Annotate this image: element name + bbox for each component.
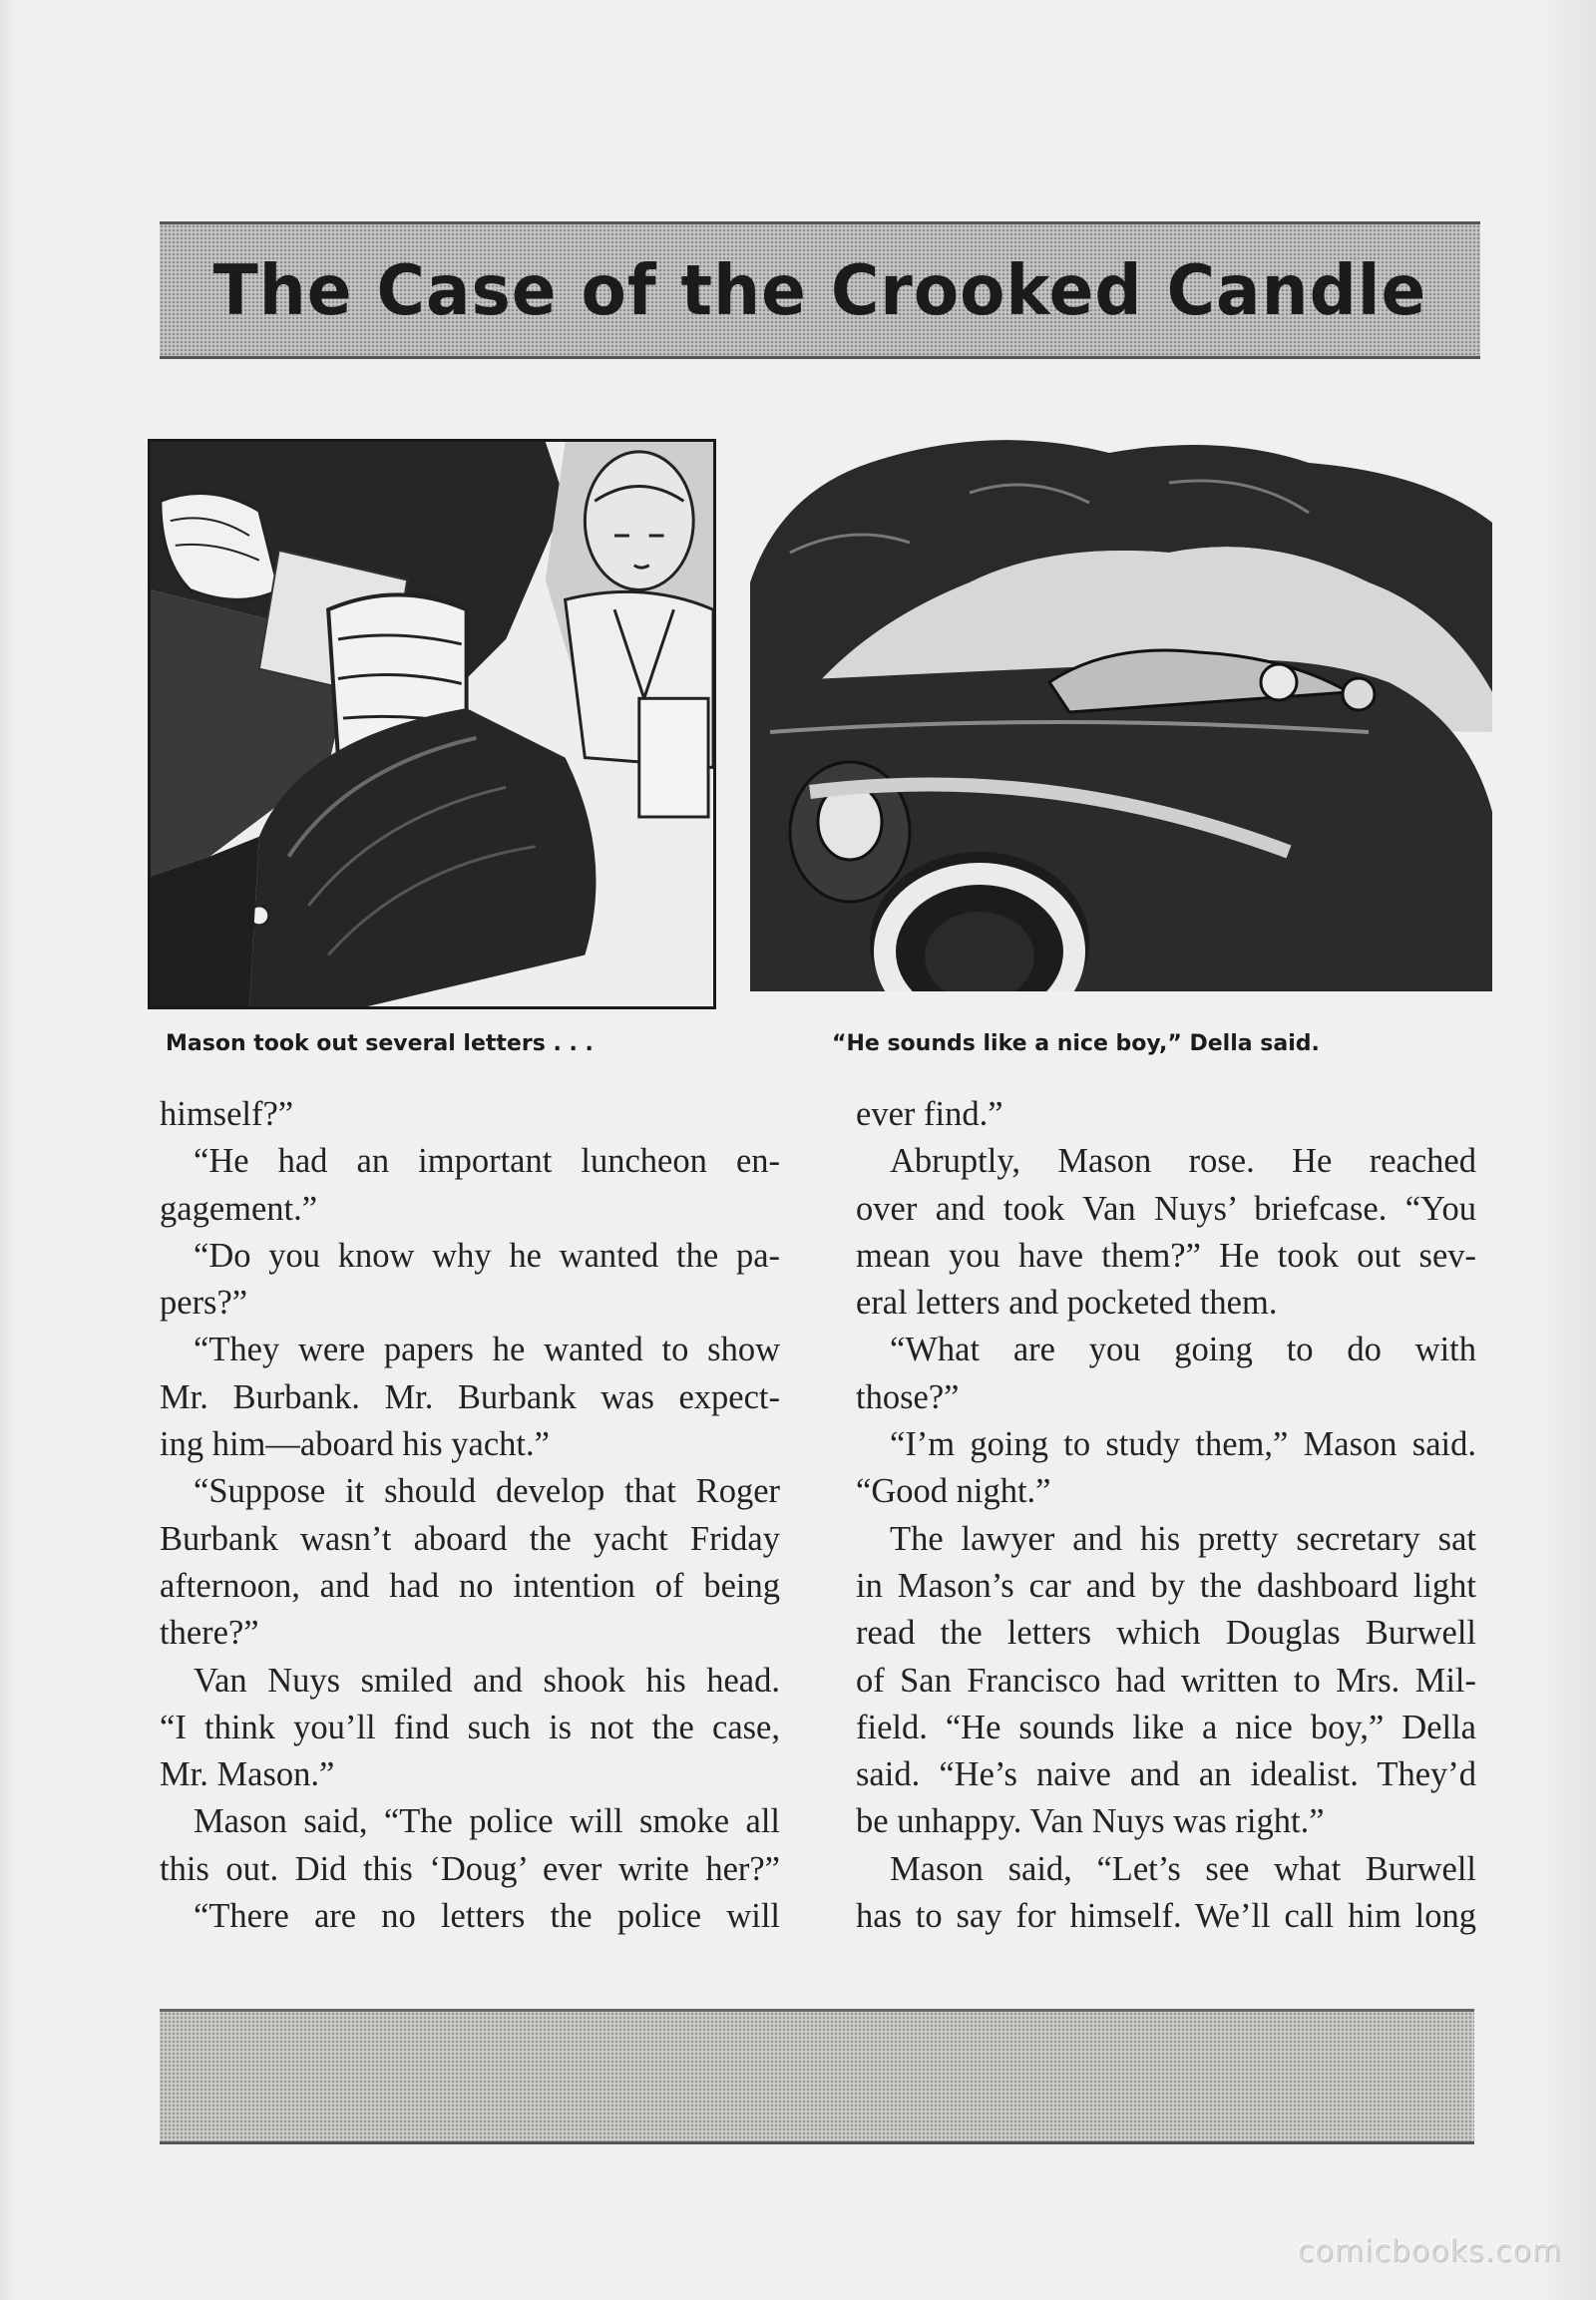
text-line: “Do you know why he wanted the pa- — [194, 1236, 780, 1275]
text-line: ing him—aboard his yacht.” — [160, 1425, 550, 1464]
text-line: Mason said, “The police will smoke all — [194, 1802, 780, 1841]
text-line: “He had an important luncheon en- — [194, 1142, 780, 1181]
text-line: “I think you’ll find such is not the case, — [160, 1708, 780, 1746]
text-line: himself?” — [160, 1095, 294, 1133]
text-line: afternoon, and had no intention of being — [160, 1566, 780, 1605]
bottom-banner — [160, 2009, 1474, 2144]
page-edge — [0, 0, 14, 2300]
page-title: The Case of the Crooked Candle — [212, 249, 1427, 331]
illustration-briefcase — [148, 439, 716, 1009]
text-line: said. “He’s naive and an idealist. They’d — [856, 1755, 1476, 1794]
text-line: pers?” — [160, 1284, 248, 1323]
caption-left: Mason took out several letters . . . — [166, 1031, 594, 1056]
text-line: “There are no letters the police will — [194, 1897, 780, 1936]
text-column-right — [856, 1091, 1476, 1940]
text-line: Burbank wasn’t aboard the yacht Friday — [160, 1519, 780, 1558]
title-banner — [160, 221, 1480, 359]
text-line: gagement.” — [160, 1189, 318, 1228]
text-line: The lawyer and his pretty secretary sat — [890, 1519, 1476, 1558]
text-line: Van Nuys smiled and shook his head. — [194, 1661, 780, 1700]
text-line: read the letters which Douglas Burwell — [856, 1614, 1476, 1653]
text-line: this out. Did this ‘Doug’ ever write her?” — [160, 1849, 780, 1888]
text-line: those?” — [856, 1377, 960, 1416]
text-column-left — [160, 1091, 780, 1940]
text-line: Abruptly, Mason rose. He reached — [890, 1142, 1476, 1181]
text-line: field. “He sounds like a nice boy,” Della — [856, 1708, 1476, 1746]
illustration-car — [750, 433, 1492, 991]
text-line: of San Francisco had written to Mrs. Mil- — [856, 1661, 1476, 1700]
text-line: has to say for himself. We’ll call him long — [856, 1897, 1476, 1936]
text-line: “What are you going to do with — [890, 1331, 1476, 1369]
text-line: Mr. Burbank. Mr. Burbank was expect- — [160, 1377, 780, 1416]
text-line: “I’m going to study them,” Mason said. — [890, 1425, 1476, 1464]
text-line: there?” — [160, 1614, 259, 1653]
text-line: “They were papers he wanted to show — [194, 1331, 780, 1369]
text-line: mean you have them?” He took out sev- — [856, 1236, 1476, 1275]
text-line: eral letters and pocketed them. — [856, 1284, 1278, 1323]
text-line: in Mason’s car and by the dashboard light — [856, 1566, 1476, 1605]
text-line: “Good night.” — [856, 1472, 1051, 1511]
text-line: over and took Van Nuys’ briefcase. “You — [856, 1189, 1476, 1228]
text-line: Mr. Mason.” — [160, 1755, 335, 1794]
caption-right: “He sounds like a nice boy,” Della said. — [832, 1031, 1320, 1056]
page-edge — [1536, 0, 1596, 2300]
text-line: be unhappy. Van Nuys was right.” — [856, 1802, 1325, 1841]
text-line: ever find.” — [856, 1095, 1003, 1133]
text-line: “Suppose it should develop that Roger — [194, 1472, 780, 1511]
text-line: Mason said, “Let’s see what Burwell — [890, 1849, 1476, 1888]
watermark: comicbooks.com — [1297, 2234, 1562, 2269]
